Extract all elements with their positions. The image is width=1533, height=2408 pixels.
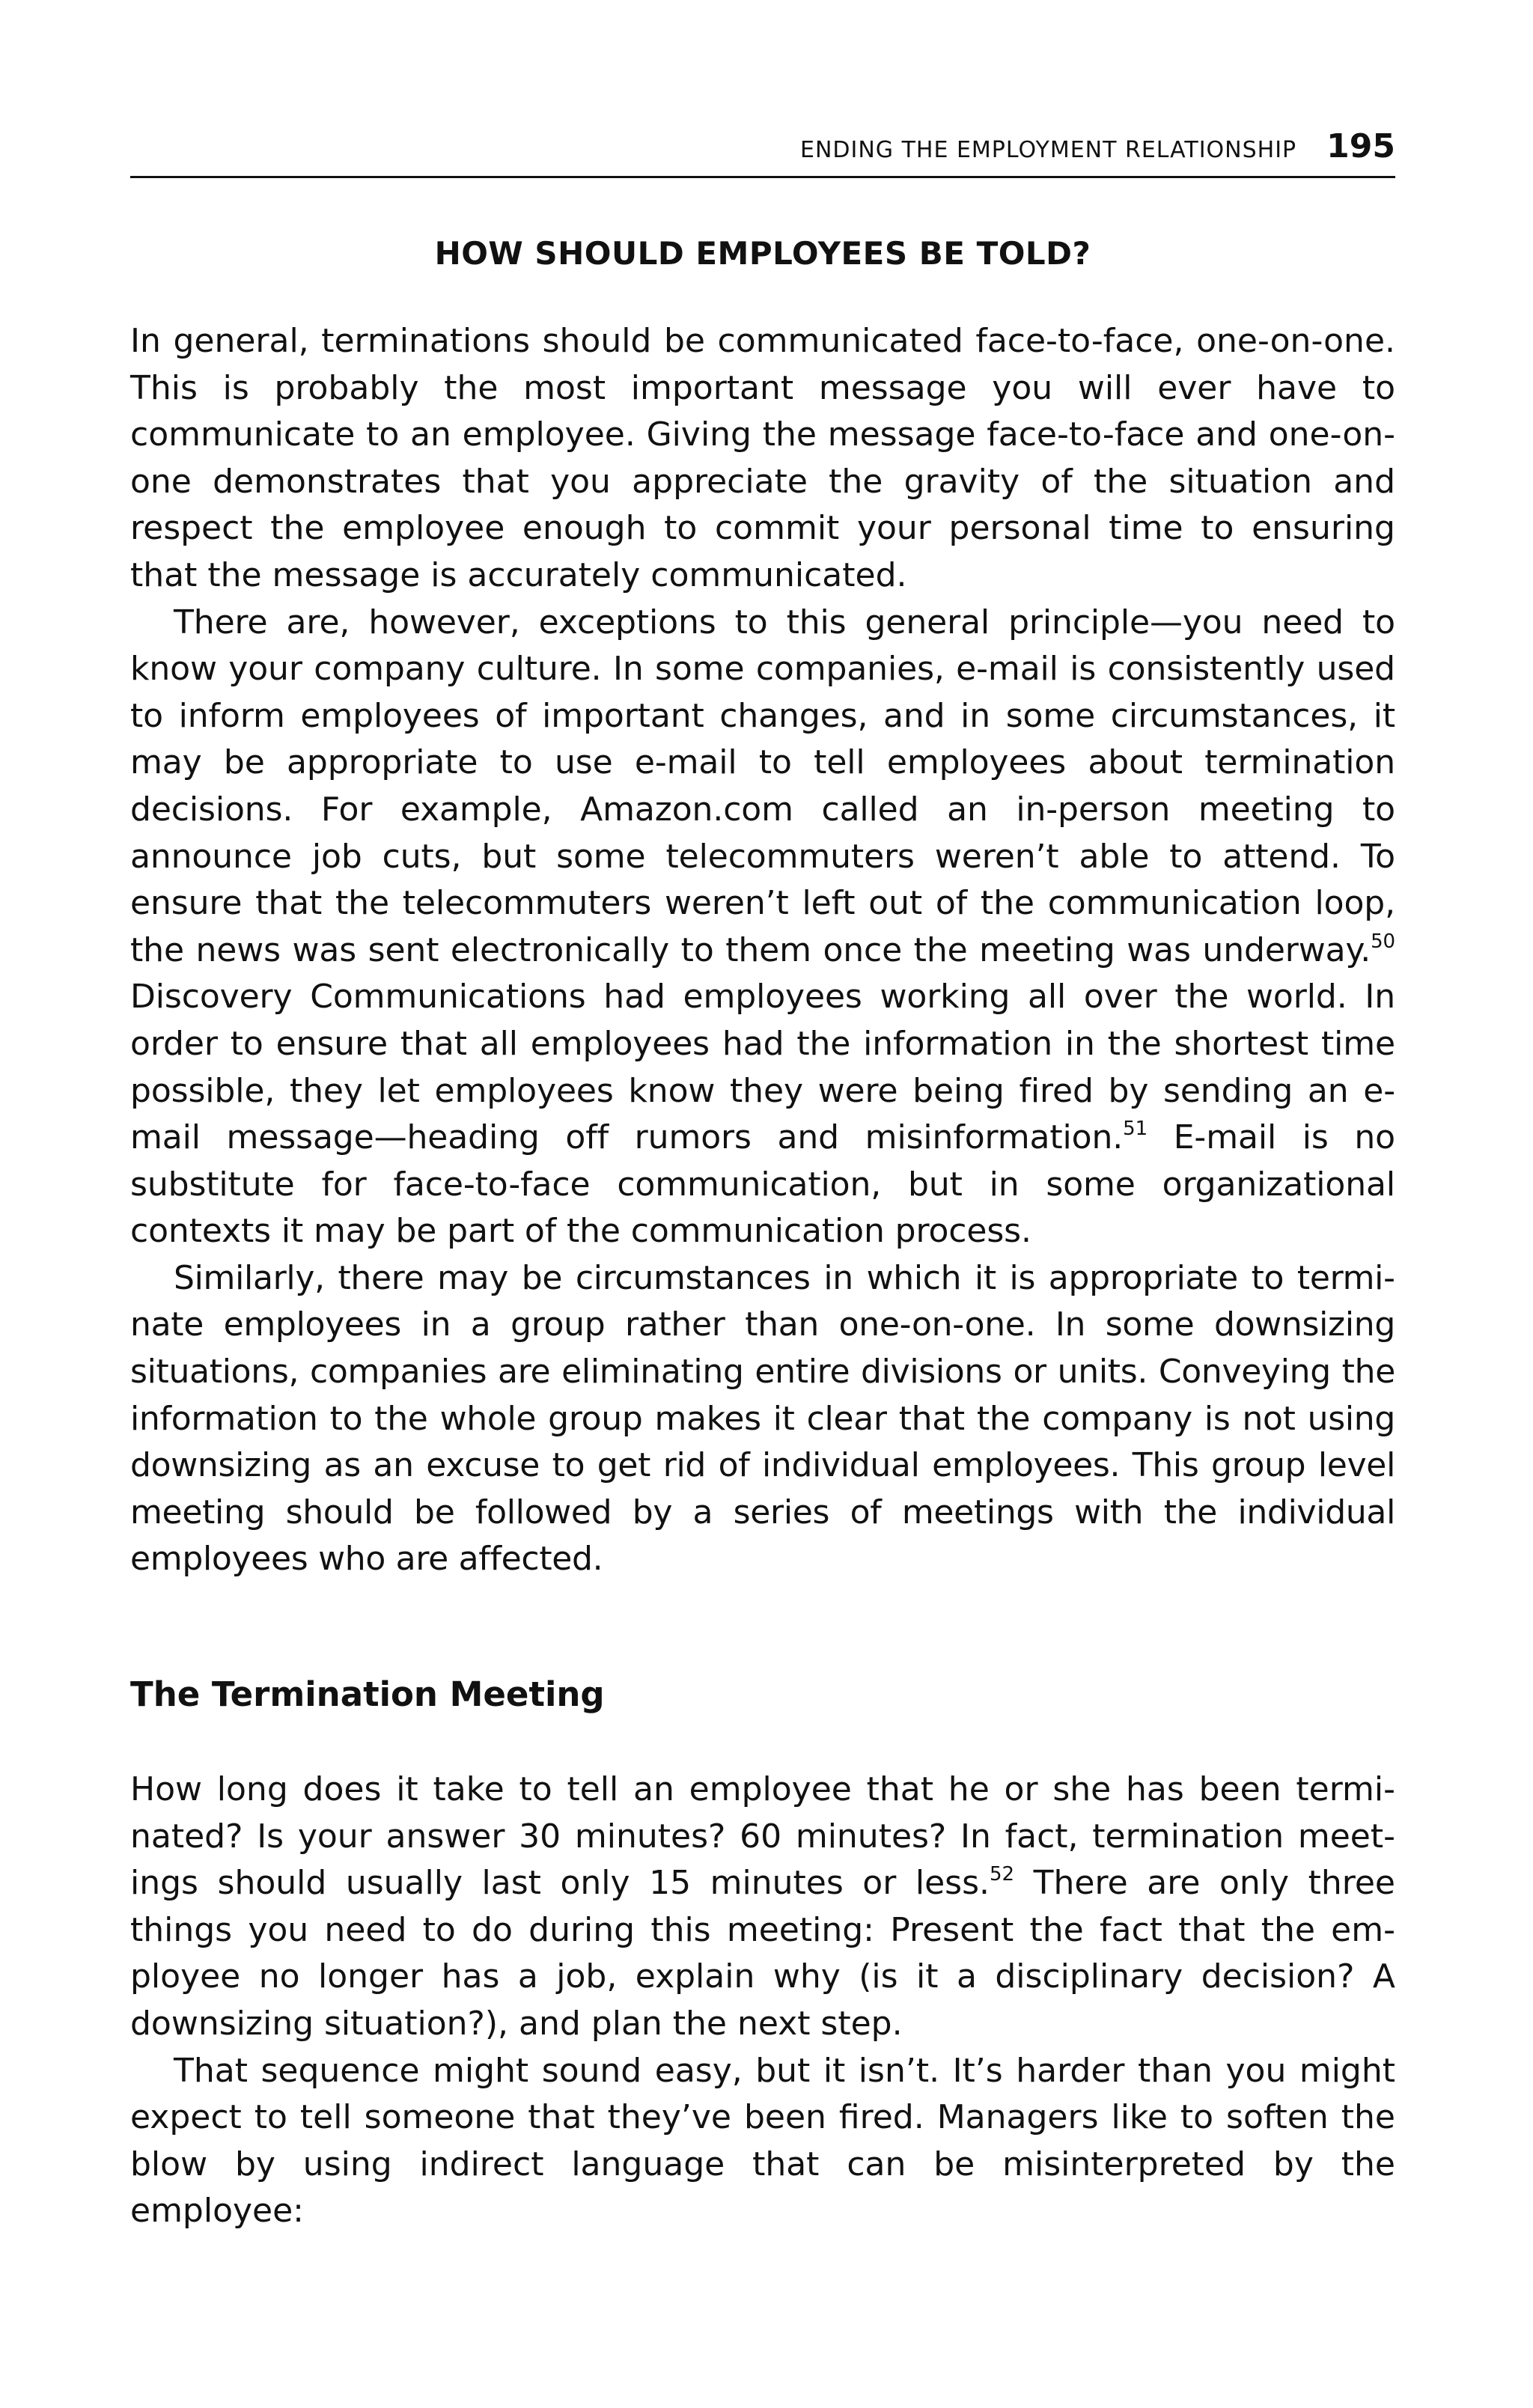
footnote-marker: 50 [1371,930,1395,953]
section-heading: HOW SHOULD EMPLOYEES BE TOLD? [434,235,1091,272]
book-page [130,127,1395,2235]
body-paragraph: Similarly, there may be circumstances in which it is appropriate to terminate employees in a group rather than one-on-one. In some downsizing situations, companies are eliminating entire divisions or units. Conveying the information to the whole group makes it clear that the company is not using downsizing as an excuse to get rid of individual employees. This group level meeting should be followed by a series of meetings with the individual employees who are affected. [130,1258,1395,1579]
footnote-marker: 52 [990,1863,1015,1886]
body-paragraph: In general, terminations should be communicated face-to-face, one-on-one. This is probably the most important message you will ever have to communicate to an employee. Giving the message face-to-face and one-on-one demonstrates that you appreciate the gravity of the situation and respect the employee enough to commit your personal time to ensuring that the message is accurately communicated. [130,322,1395,594]
running-header [130,127,1395,178]
body-paragraph: That sequence might sound easy, but it isn’t. It’s harder than you might expect to tell someone that they’ve been fired. Managers like to soften the blow by using indirect language that can be misinterpreted by the employee: [130,2051,1395,2231]
page-number: 195 [1326,127,1395,165]
footnote-marker: 51 [1123,1118,1148,1141]
paragraph-text: There are only three things you need to do during this meeting: Present the fact that the employee no longer has a job, explain why (is it a disciplinary decision? A downsizing situation?), and plan the next step. [130,1864,1395,2043]
paragraph-text: Discovery Communications had employees working all over the world. In order to ensure that all employees had the information in the shortest time possible, they let employees know they were being fired by sending an e-mail message—heading off rumors and misinformation. [130,978,1395,1157]
subsection-heading: The Termination Meeting [130,1674,605,1715]
paragraph-text: There are, however, exceptions to this general principle—you need to know your company culture. In some companies, e-mail is consistently used to inform employees of important changes, and in some circumstances, it may be appropriate to use e-mail to tell employees about termination decisions. For example, Amazon.com called an in-person meeting to announce job cuts, but some telecommuters weren’t able to attend. To ensure that the telecommuters weren’t left out of the communication loop, the news was sent electronically to them once the meeting was underway. [130,603,1395,969]
paragraph-text: E-mail is no substitute for face-to-face communication, but in some organizational contexts it may be part of the communication process. [130,1118,1395,1251]
body-paragraph [130,1767,1395,2048]
running-head-title: ENDING THE EMPLOYMENT RELATIONSHIP [800,137,1297,163]
body-paragraph [130,600,1395,1255]
paragraph-text: How long does it take to tell an employee that he or she has been terminated? Is your answer 30 minutes? 60 minutes? In fact, termination meetings should usually last only 15 minutes or less. [130,1770,1395,1903]
